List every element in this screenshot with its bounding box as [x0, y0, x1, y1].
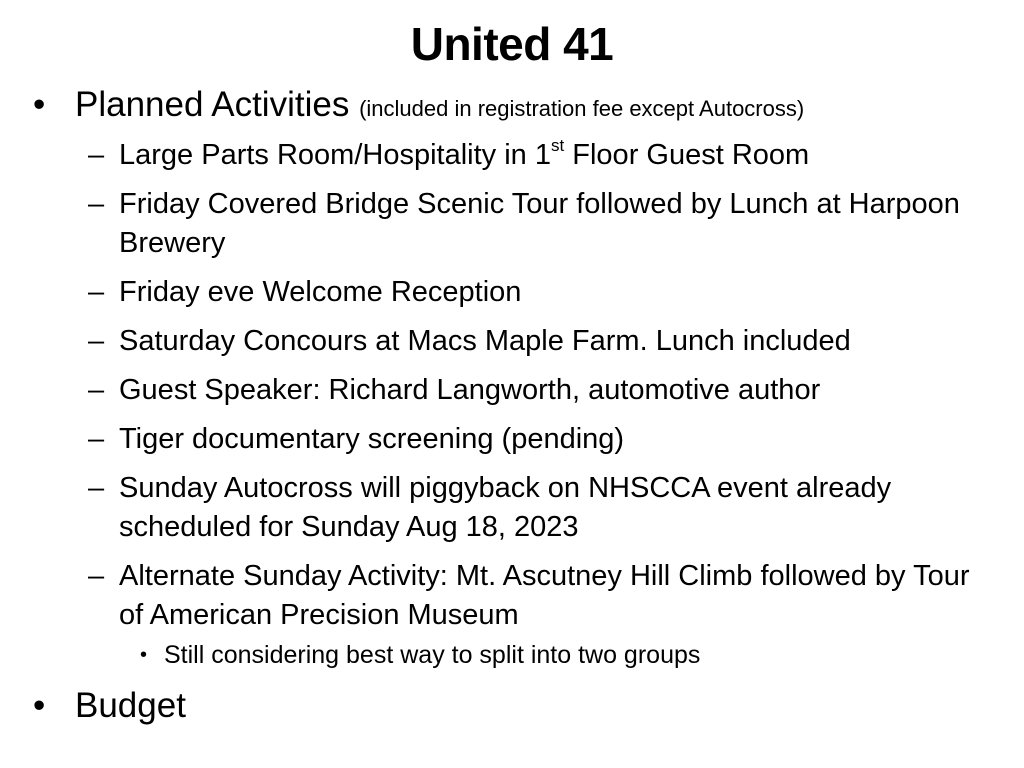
list-item-superscript: st — [550, 136, 565, 156]
activities-list — [0, 136, 1024, 671]
dash-icon: – — [88, 423, 105, 455]
bullet-budget — [0, 685, 1024, 727]
list-item-text: Friday Covered Bridge Scenic Tour followed by Lunch at Harpoon Brewery — [119, 188, 960, 259]
bullet-icon: • — [33, 85, 46, 124]
list-item — [0, 136, 1024, 175]
slide-content — [0, 84, 1024, 733]
dash-icon: – — [88, 560, 105, 592]
list-item-text: Guest Speaker: Richard Langworth, automotive author — [119, 374, 821, 406]
list-item-text-before: Large Parts Room/Hospitality in 1 — [119, 139, 551, 171]
dash-icon: – — [88, 276, 105, 308]
dash-icon: – — [88, 472, 105, 504]
bullet-text: Budget — [75, 686, 186, 725]
slide-title: United 41 — [410, 18, 614, 70]
dash-icon: – — [88, 325, 105, 357]
list-item-text: Sunday Autocross will piggyback on NHSCCA event already scheduled for Sunday Aug 18, 2023 — [119, 472, 892, 543]
list-item — [0, 371, 1024, 410]
list-item-text: Saturday Concours at Macs Maple Farm. Lunch included — [119, 325, 851, 357]
dash-icon: – — [88, 188, 105, 220]
bullet-note: (included in registration fee except Autocross) — [359, 96, 805, 121]
sub-list-item — [0, 639, 1024, 671]
list-item — [0, 469, 1024, 547]
list-item — [0, 273, 1024, 312]
list-item-text: Tiger documentary screening (pending) — [119, 423, 625, 455]
list-item — [0, 322, 1024, 361]
list-item — [0, 420, 1024, 459]
list-item — [0, 557, 1024, 635]
dash-icon: – — [88, 374, 105, 406]
bullet-text: Planned Activities — [75, 85, 350, 124]
bullet-planned-activities — [0, 84, 1024, 130]
list-item — [0, 185, 1024, 263]
dash-icon: – — [88, 139, 105, 171]
bullet-icon: • — [33, 686, 46, 725]
list-item-text: Alternate Sunday Activity: Mt. Ascutney Hill Climb followed by Tour of American Precision Museum — [119, 560, 970, 631]
sub-list-item-text: Still considering best way to split into two groups — [164, 641, 701, 669]
list-item-text-after: Floor Guest Room — [564, 139, 810, 171]
bullet-dot-icon: • — [140, 644, 148, 666]
list-item-text: Friday eve Welcome Reception — [119, 276, 522, 308]
